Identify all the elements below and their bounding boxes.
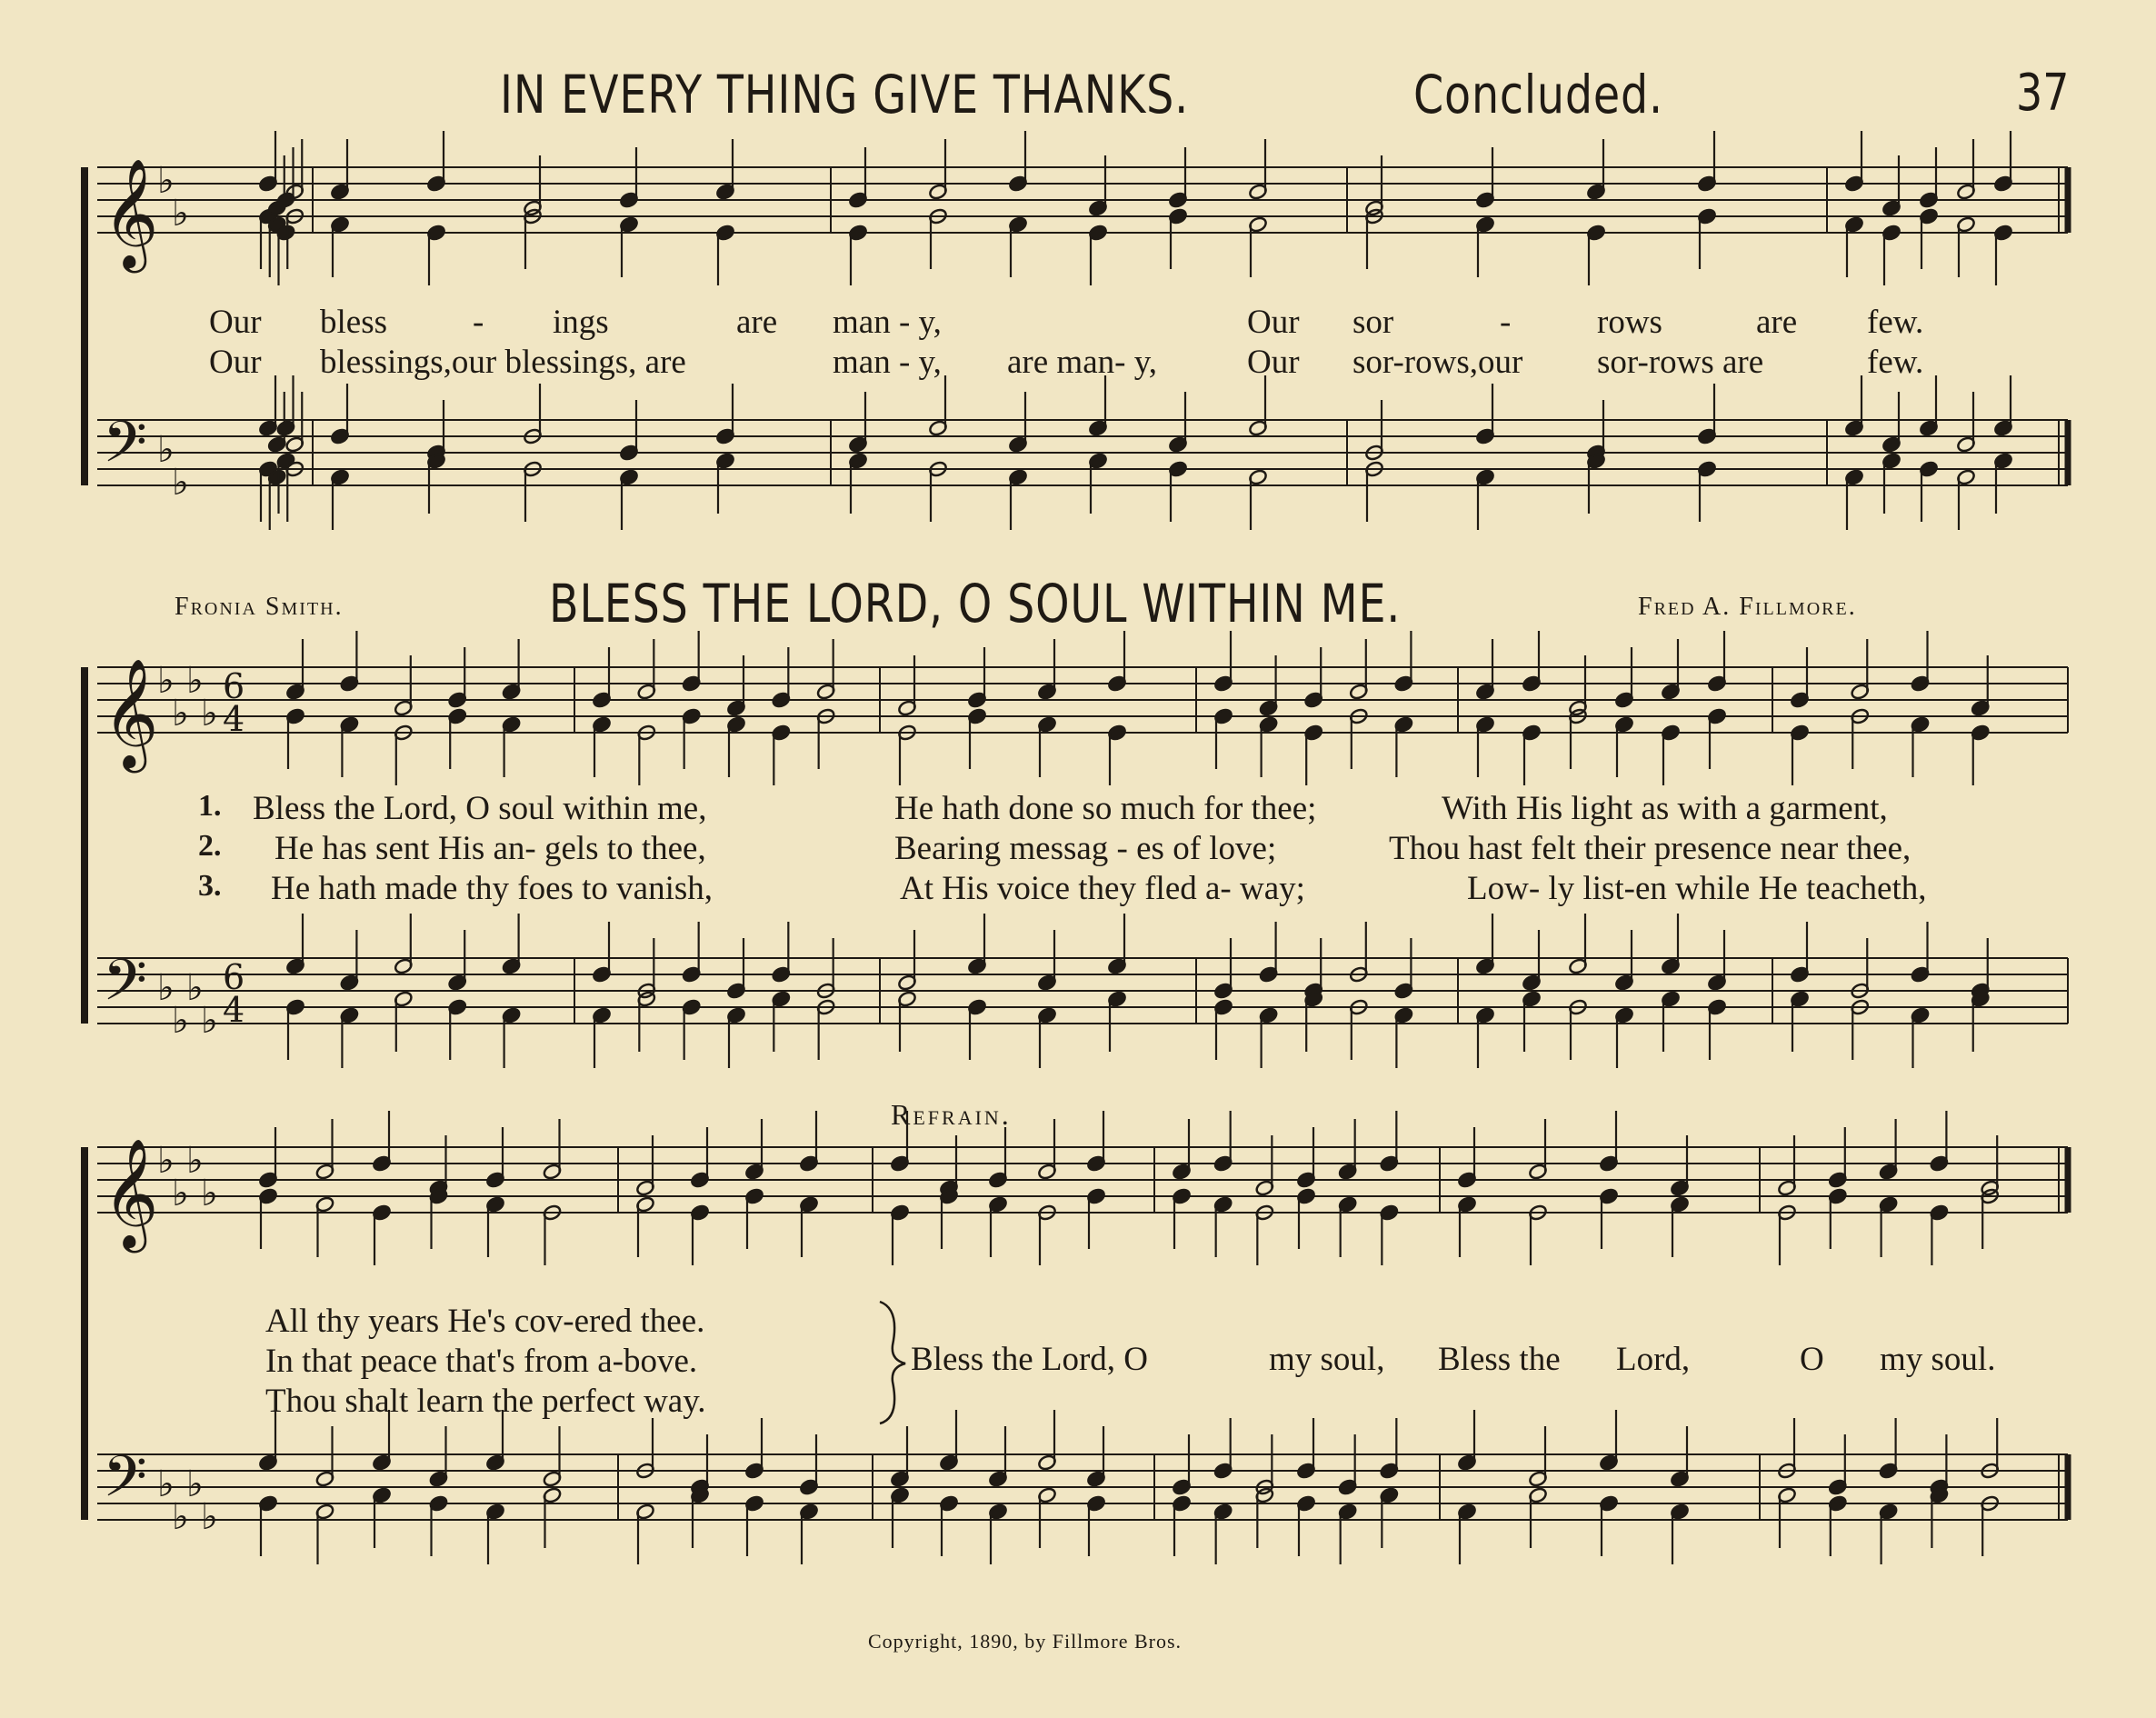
verse-number-2: 2. (198, 829, 222, 863)
verse-3-part-3: Low- ly list-en while He teacheth, (1467, 870, 1927, 907)
verse-2-part-1: He has sent His an- gels to thee, (274, 830, 706, 867)
top-lyric-1-w6: man - y, (833, 304, 942, 341)
time-signature-top: 6 (223, 666, 245, 706)
top-lyric-1-w10: rows (1597, 304, 1662, 341)
refrain-w4: Lord, (1616, 1341, 1691, 1378)
treble-clef-icon: 𝄞 (103, 657, 159, 768)
flat-sign-icon: ♭ (201, 1496, 218, 1538)
flat-sign-icon: ♭ (186, 1140, 204, 1182)
refrain-w2: my soul, (1269, 1341, 1385, 1378)
verse-3-part-2: At His voice they fled a- way; (900, 870, 1305, 907)
top-lyric-1-w11: are (1756, 304, 1798, 341)
top-lyric-1-w3: - (473, 304, 484, 341)
time-signature-bottom: 4 (223, 699, 245, 739)
flat-sign-icon: ♭ (201, 1000, 218, 1042)
copyright-notice: Copyright, 1890, by Fillmore Bros. (868, 1630, 1183, 1653)
flat-sign-icon: ♭ (157, 967, 175, 1009)
time-signature-top: 6 (223, 957, 245, 997)
verse-3-part-1: He hath made thy foes to vanish, (271, 870, 714, 907)
verse-ending-brace (880, 1302, 905, 1423)
treble-clef-icon: 𝄞 (103, 157, 159, 268)
refrain-label: Refrain. (891, 1098, 1012, 1131)
top-lyric-1-w8: sor (1352, 304, 1394, 341)
verse-2-ending: In that peace that's from a-bove. (265, 1343, 698, 1380)
flat-sign-icon: ♭ (157, 1463, 175, 1505)
top-lyric-1-w1: Our (209, 304, 262, 341)
page-title-suffix: Concluded. (1413, 64, 1663, 125)
refrain-w6: my soul. (1880, 1341, 1996, 1378)
top-lyric-2-w4: are man- y, (1007, 344, 1158, 381)
flat-sign-icon: ♭ (201, 1173, 218, 1214)
verse-1-part-3: With His light as with a garment, (1442, 790, 1888, 827)
time-signature-bottom: 4 (223, 990, 245, 1030)
top-lyric-2-w3: man - y, (833, 344, 942, 381)
verse-2-part-2: Bearing messag - es of love; (894, 830, 1277, 867)
verse-number-3: 3. (198, 869, 222, 903)
bass-clef-icon: 𝄢 (103, 408, 147, 489)
top-lyric-1-w7: Our (1247, 304, 1300, 341)
top-lyric-1-w2: bless (320, 304, 387, 341)
top-lyric-1-w9: - (1500, 304, 1512, 341)
verse-3-ending: Thou shalt learn the perfect way. (265, 1383, 706, 1420)
flat-sign-icon: ♭ (157, 429, 175, 471)
bass-clef-icon: 𝄢 (103, 946, 147, 1027)
flat-sign-icon: ♭ (172, 1496, 189, 1538)
refrain-w5: O (1800, 1341, 1824, 1378)
flat-sign-icon: ♭ (157, 1140, 175, 1182)
bass-clef-icon: 𝄢 (103, 1443, 147, 1523)
top-lyric-2-w7: sor-rows are (1597, 344, 1764, 381)
verse-number-1: 1. (198, 789, 222, 823)
lyricist-credit: Fronia Smith. (175, 593, 344, 621)
flat-sign-icon: ♭ (157, 160, 175, 202)
flat-sign-icon: ♭ (186, 660, 204, 702)
composer-credit: Fred A. Fillmore. (1638, 593, 1857, 621)
refrain-w1: Bless the Lord, O (911, 1341, 1149, 1378)
flat-sign-icon: ♭ (186, 967, 204, 1009)
flat-sign-icon: ♭ (186, 1463, 204, 1505)
top-lyric-1-w4: ings (553, 304, 609, 341)
verse-1-part-1: Bless the Lord, O soul within me, (253, 790, 707, 827)
top-lyric-2-w1: Our (209, 344, 262, 381)
refrain-w3: Bless the (1438, 1341, 1561, 1378)
top-lyric-2-w6: sor-rows,our (1352, 344, 1523, 381)
flat-sign-icon: ♭ (172, 462, 189, 504)
verse-2-part-3: Thou hast felt their presence near thee, (1389, 830, 1911, 867)
page-title-continued-hymn: IN EVERY THING GIVE THANKS. (500, 64, 1190, 125)
top-lyric-2-w2: blessings,our blessings, are (320, 344, 686, 381)
verse-1-part-2: He hath done so much for thee; (894, 790, 1317, 827)
flat-sign-icon: ♭ (172, 1173, 189, 1214)
flat-sign-icon: ♭ (157, 660, 175, 702)
top-lyric-1-w5: are (736, 304, 778, 341)
top-lyric-1-w12: few. (1867, 304, 1924, 341)
verse-1-ending: All thy years He's cov-ered thee. (265, 1303, 705, 1340)
page-number: 37 (2016, 64, 2070, 123)
treble-clef-icon: 𝄞 (103, 1137, 159, 1248)
flat-sign-icon: ♭ (172, 1000, 189, 1042)
flat-sign-icon: ♭ (172, 193, 189, 235)
hymn-title: BLESS THE LORD, O SOUL WITHIN ME. (549, 573, 1402, 634)
flat-sign-icon: ♭ (201, 693, 218, 734)
top-lyric-2-w8: few. (1867, 344, 1924, 381)
flat-sign-icon: ♭ (172, 693, 189, 734)
top-lyric-2-w5: Our (1247, 344, 1300, 381)
